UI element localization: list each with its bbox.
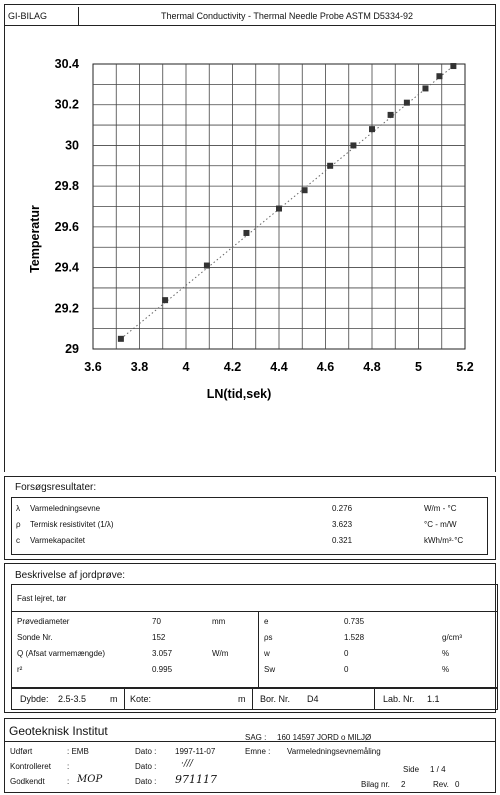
y-tick-label: 29.6 bbox=[54, 219, 79, 234]
report-title: Thermal Conductivity - Thermal Needle Probe ASTM D5334-92 bbox=[161, 11, 413, 21]
data-point bbox=[327, 163, 333, 169]
data-point bbox=[450, 63, 456, 69]
dato3-handwritten: 971117 bbox=[175, 773, 217, 786]
lab-label: Lab. Nr. bbox=[383, 694, 415, 704]
results-section bbox=[4, 476, 496, 560]
param-value: 0.735 bbox=[344, 617, 365, 626]
data-point bbox=[422, 85, 428, 91]
result-symbol: c bbox=[16, 536, 20, 545]
param-label: r² bbox=[17, 665, 23, 674]
header-left-label: GI-BILAG bbox=[5, 7, 79, 25]
data-point bbox=[369, 126, 375, 132]
param-unit: W/m bbox=[212, 649, 229, 658]
side-value: 1 / 4 bbox=[430, 765, 446, 774]
param-label: Sw bbox=[264, 665, 276, 674]
y-tick-label: 30 bbox=[65, 138, 79, 153]
dato1-value: 1997-11-07 bbox=[175, 747, 216, 756]
kote-label: Kote: bbox=[130, 694, 152, 704]
side-label: Side bbox=[403, 765, 420, 774]
godkendt-label: Godkendt bbox=[10, 777, 45, 786]
dato2-handwritten: ·/// bbox=[181, 759, 193, 769]
lab-value: 1.1 bbox=[427, 694, 440, 704]
x-tick-label: 3.8 bbox=[130, 360, 149, 374]
result-unit: W/m - °C bbox=[424, 504, 457, 513]
result-name: Termisk resistivitet (1/λ) bbox=[30, 520, 114, 529]
param-value: 0.995 bbox=[152, 665, 173, 674]
bor-value: D4 bbox=[307, 694, 319, 704]
param-unit: % bbox=[442, 665, 450, 674]
institute-name: Geoteknisk Institut bbox=[9, 724, 108, 738]
soil-box bbox=[11, 584, 498, 688]
param-label: Prøvediameter bbox=[17, 617, 70, 626]
sag-label: SAG : bbox=[245, 733, 267, 742]
x-tick-label: 3.6 bbox=[84, 360, 102, 374]
data-point bbox=[243, 230, 249, 236]
bilag-value: 2 bbox=[401, 780, 406, 789]
soil-section bbox=[4, 563, 496, 713]
result-value: 0.321 bbox=[332, 536, 353, 545]
result-value: 0.276 bbox=[332, 504, 353, 513]
dybde-unit: m bbox=[110, 694, 118, 704]
x-tick-label: 4.8 bbox=[363, 360, 381, 374]
kote-unit: m bbox=[238, 694, 246, 704]
kontrolleret-label: Kontrolleret bbox=[10, 762, 51, 771]
x-axis-label: LN(tid,sek) bbox=[206, 387, 272, 401]
godkendt-value: : bbox=[67, 777, 70, 786]
result-symbol: λ bbox=[16, 504, 20, 513]
data-point bbox=[388, 112, 394, 118]
data-point bbox=[276, 206, 282, 212]
x-tick-label: 4.2 bbox=[223, 360, 242, 374]
result-name: Varmekapacitet bbox=[30, 536, 85, 545]
emne-value: Varmeledningsevnemåling bbox=[287, 747, 381, 756]
param-label: e bbox=[264, 617, 269, 626]
result-unit: °C - m/W bbox=[424, 520, 457, 529]
dato1-label: Dato : bbox=[135, 747, 157, 756]
x-tick-label: 5.2 bbox=[456, 360, 474, 374]
dato3-label: Dato : bbox=[135, 777, 157, 786]
param-label: Sonde Nr. bbox=[17, 633, 53, 642]
param-value: 3.057 bbox=[152, 649, 173, 658]
y-tick-label: 30.2 bbox=[54, 97, 79, 112]
data-point bbox=[118, 336, 124, 342]
report-header bbox=[4, 4, 496, 26]
y-tick-label: 29.8 bbox=[54, 179, 79, 194]
rev-label: Rev. bbox=[433, 780, 449, 789]
bilag-label: Bilag nr. bbox=[361, 780, 390, 789]
soil-description: Fast lejret, tør bbox=[17, 594, 67, 603]
footer-section bbox=[4, 718, 496, 793]
dato2-label: Dato : bbox=[135, 762, 157, 771]
data-point bbox=[436, 73, 442, 79]
kontrolleret-value: : bbox=[67, 762, 70, 771]
param-value: 0 bbox=[344, 665, 349, 674]
dybde-label: Dybde: bbox=[20, 694, 49, 704]
data-point bbox=[404, 100, 410, 106]
data-point bbox=[204, 263, 210, 269]
udfort-value: : EMB bbox=[67, 747, 89, 756]
result-value: 3.623 bbox=[332, 520, 353, 529]
y-axis-label: Temperatur bbox=[28, 205, 42, 273]
sample-id-row bbox=[11, 688, 498, 710]
x-tick-label: 4 bbox=[182, 360, 190, 374]
param-unit: mm bbox=[212, 617, 226, 626]
param-label: Q (Afsat varmemængde) bbox=[17, 649, 106, 658]
result-unit: kWh/m³·°C bbox=[424, 536, 464, 545]
param-label: w bbox=[264, 649, 270, 658]
x-tick-label: 5 bbox=[415, 360, 422, 374]
sag-value: 160 14597 JORD o MILJØ bbox=[277, 733, 372, 742]
data-point bbox=[162, 297, 168, 303]
y-tick-labels bbox=[55, 57, 79, 356]
results-heading: Forsøgsresultater: bbox=[15, 482, 97, 493]
bor-label: Bor. Nr. bbox=[260, 694, 291, 704]
y-tick-label: 29.4 bbox=[54, 260, 79, 275]
x-tick-labels bbox=[84, 360, 473, 374]
param-value: 1.528 bbox=[344, 633, 365, 642]
param-value: 0 bbox=[344, 649, 349, 658]
soil-heading: Beskrivelse af jordprøve: bbox=[15, 570, 126, 581]
dybde-value: 2.5-3.5 bbox=[58, 694, 87, 704]
y-tick-label: 29 bbox=[65, 342, 79, 356]
param-unit: g/cm³ bbox=[442, 633, 462, 642]
param-value: 70 bbox=[152, 617, 161, 626]
y-tick-label: 30.4 bbox=[54, 57, 79, 71]
param-value: 152 bbox=[152, 633, 166, 642]
data-point bbox=[302, 187, 308, 193]
chart-panel bbox=[4, 24, 496, 472]
data-point bbox=[350, 142, 356, 148]
scatter-chart bbox=[5, 24, 495, 472]
results-table bbox=[11, 497, 488, 555]
godkendt-signature: MOP bbox=[77, 774, 103, 785]
rev-value: 0 bbox=[455, 780, 460, 789]
x-tick-label: 4.4 bbox=[270, 360, 288, 374]
y-tick-label: 29.2 bbox=[54, 301, 79, 316]
result-name: Varmeledningsevne bbox=[30, 504, 101, 513]
result-symbol: ρ bbox=[16, 520, 21, 529]
param-unit: % bbox=[442, 649, 450, 658]
emne-label: Emne : bbox=[245, 747, 271, 756]
udfort-label: Udført bbox=[10, 747, 33, 756]
x-tick-label: 4.6 bbox=[316, 360, 335, 374]
param-label: ρs bbox=[264, 633, 273, 642]
